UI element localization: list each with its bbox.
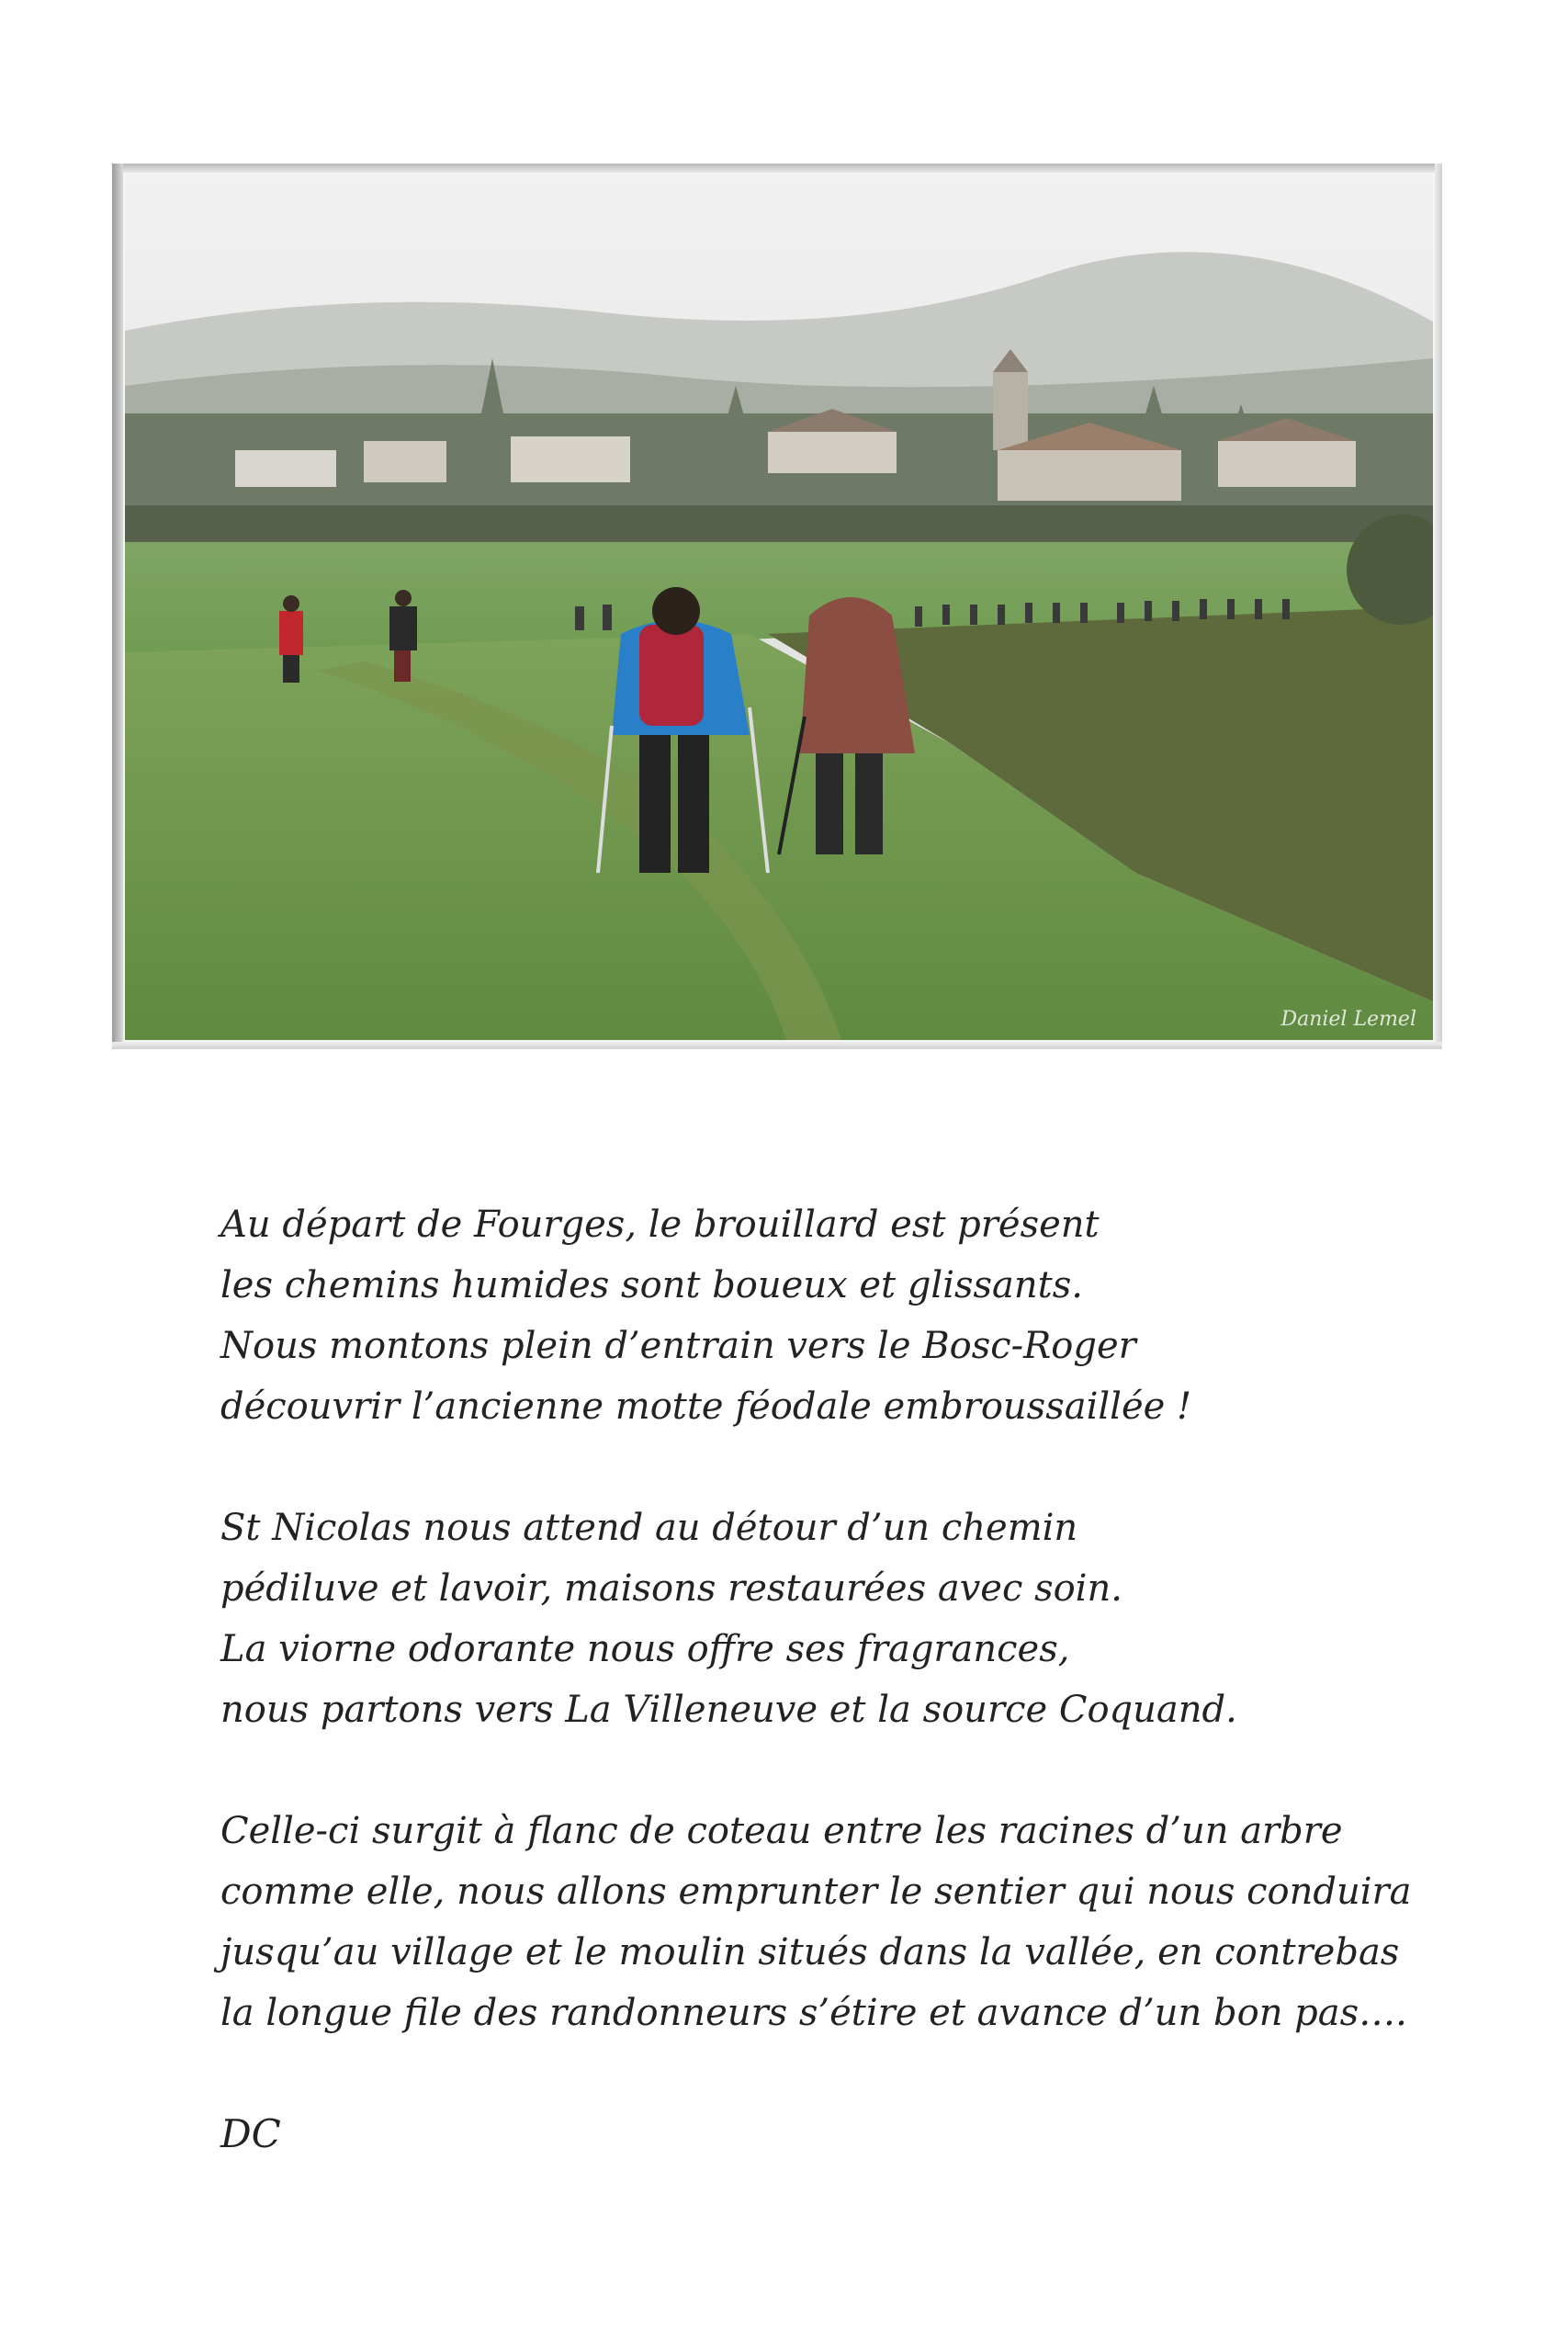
photo-signature: Daniel Lemel [1280, 1008, 1416, 1031]
landscape-illustration [125, 175, 1433, 1040]
poem-line: découvrir l’ancienne motte féodale embroussaillée ! [220, 1385, 1192, 1428]
poem-line: jusqu’au village et le moulin situés dans la vallée, en contrebas [220, 1931, 1400, 1973]
stanza [220, 1801, 1415, 2043]
frame-edge [112, 1042, 1442, 1049]
poem-line: Celle-ci surgit à flanc de coteau entre les racines d’un arbre [220, 1810, 1343, 1852]
hiking-photo [125, 175, 1433, 1040]
stanza [220, 1498, 1415, 1740]
poem-line: la longue file des randonneurs s’étire et avance d’un bon pas…. [220, 1992, 1407, 2034]
photo-frame [112, 164, 1442, 1049]
poem-line: La viorne odorante nous offre ses fragrances, [220, 1628, 1070, 1670]
poem-line: St Nicolas nous attend au détour d’un chemin [220, 1507, 1078, 1549]
frame-edge [112, 164, 1442, 173]
poem-line: Au départ de Fourges, le brouillard est présent [220, 1204, 1100, 1246]
frame-edge [1435, 164, 1442, 1049]
frame-edge [112, 164, 123, 1049]
poem-line: nous partons vers La Villeneuve et la source Coquand. [220, 1689, 1237, 1731]
stanza [220, 1194, 1415, 1437]
poem [220, 1194, 1415, 2165]
poem-line: comme elle, nous allons emprunter le sentier qui nous conduira [220, 1871, 1412, 1913]
poem-author: DC [220, 2111, 281, 2156]
poem-line: pédiluve et lavoir, maisons restaurées avec soin. [220, 1567, 1122, 1610]
poem-line: les chemins humides sont boueux et glissants. [220, 1264, 1083, 1306]
poem-line: Nous montons plein d’entrain vers le Bosc-Roger [220, 1325, 1136, 1367]
